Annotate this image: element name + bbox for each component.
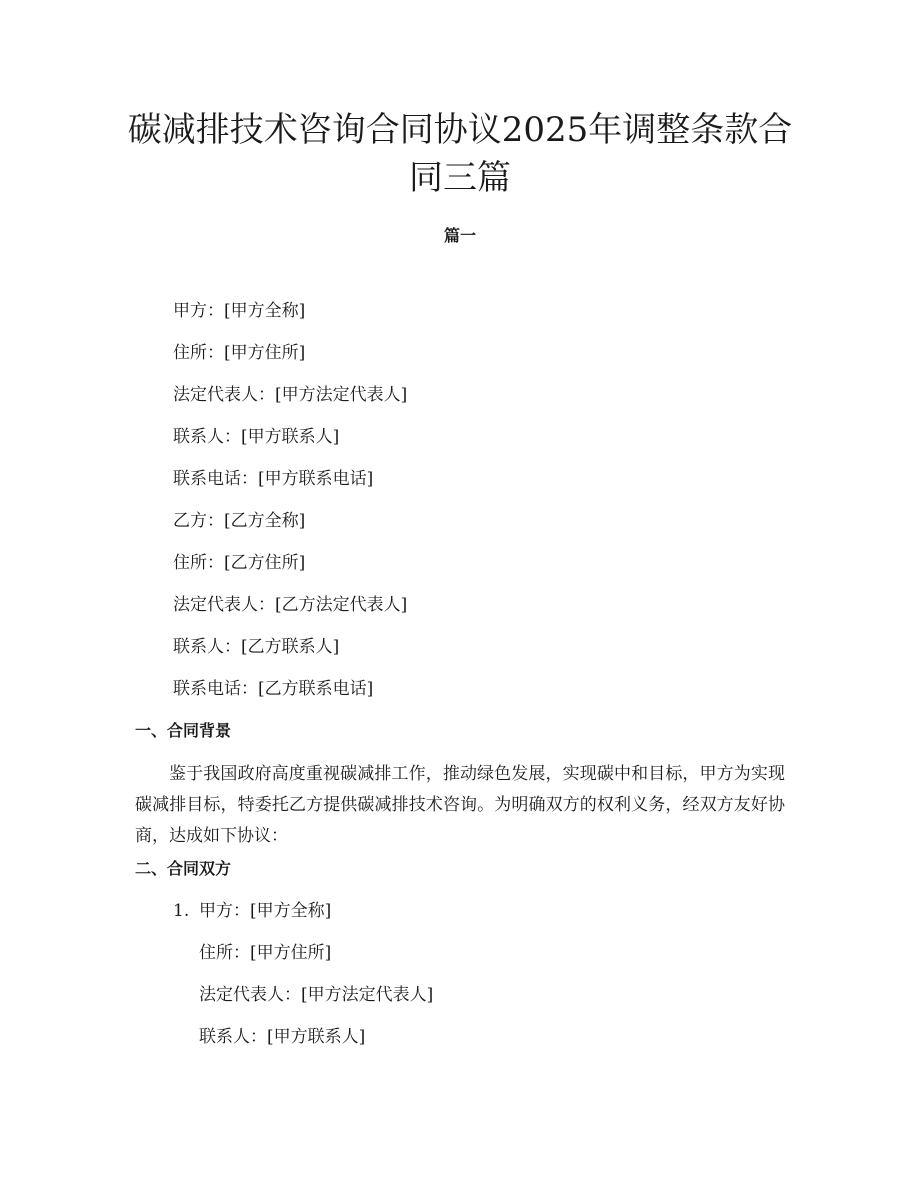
list-party-a-contact-line: 联系人：[甲方联系人] <box>199 1027 366 1047</box>
list-party-a-name-line: 甲方：[甲方全称] <box>199 901 332 921</box>
section-heading-background: 一、合同背景 <box>135 721 232 740</box>
document-title: 碳减排技术咨询合同协议2025年调整条款合同三篇 <box>127 110 793 198</box>
party-b-representative-line: 法定代表人：[乙方法定代表人] <box>173 595 408 615</box>
party-a-name-line: 甲方：[甲方全称] <box>173 301 306 321</box>
party-b-phone-line: 联系电话：[乙方联系电话] <box>173 679 374 699</box>
party-a-address-line: 住所：[甲方住所] <box>173 343 306 363</box>
list-party-a-address-line: 住所：[甲方住所] <box>199 943 332 963</box>
list-party-a-representative-line: 法定代表人：[甲方法定代表人] <box>199 985 434 1005</box>
party-a-phone-line: 联系电话：[甲方联系电话] <box>173 469 374 489</box>
list-item-number: 1. <box>173 901 190 921</box>
party-b-name-line: 乙方：[乙方全称] <box>173 511 306 531</box>
party-b-address-line: 住所：[乙方住所] <box>173 553 306 573</box>
party-a-contact-line: 联系人：[甲方联系人] <box>173 427 340 447</box>
document-subtitle: 篇一 <box>443 226 476 245</box>
section-paragraph-background: 鉴于我国政府高度重视碳减排工作，推动绿色发展，实现碳中和目标，甲方为实现碳减排目标，特委托乙方提供碳减排技术咨询。为明确双方的权利义务，经双方友好协商，达成如下协议： <box>135 764 785 846</box>
section-heading-parties: 二、合同双方 <box>135 859 232 878</box>
party-b-contact-line: 联系人：[乙方联系人] <box>173 637 340 657</box>
party-a-representative-line: 法定代表人：[甲方法定代表人] <box>173 385 408 405</box>
